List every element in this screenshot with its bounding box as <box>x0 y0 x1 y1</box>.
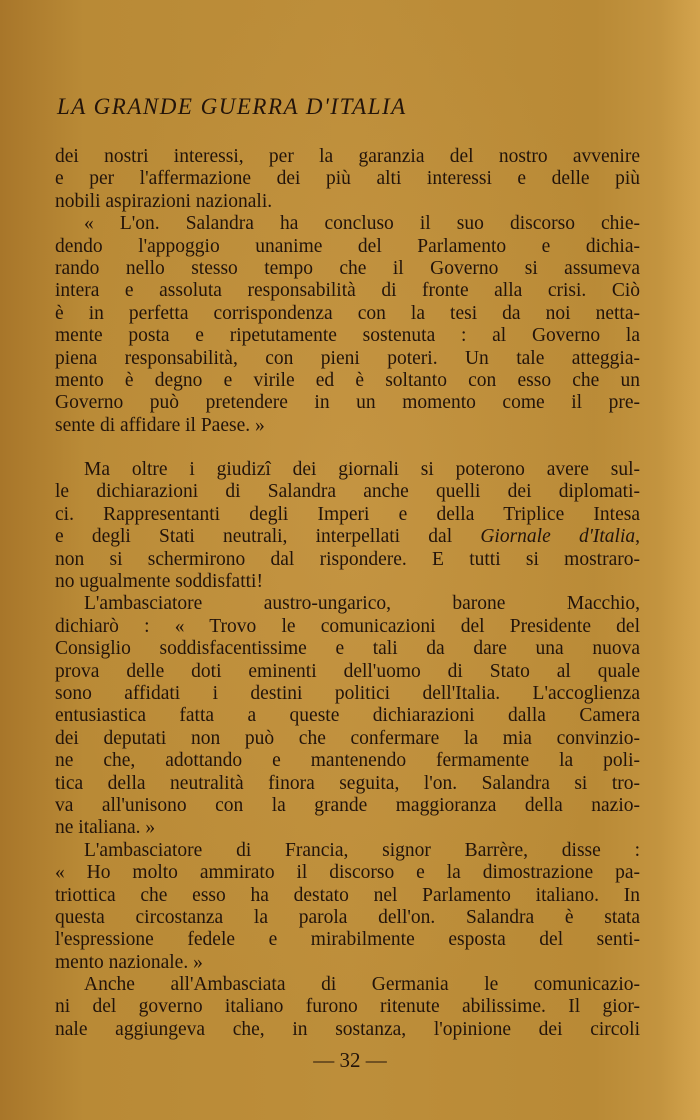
page-edge-shading <box>660 0 700 1120</box>
text-line: sente di affidare il Paese. » <box>55 414 265 436</box>
text-line: sono affidati i destini politici dell'Italia. L'accoglienza <box>55 682 640 704</box>
newspaper-title: Giornale d'Italia <box>480 526 636 548</box>
text-line: piena responsabilità, con pieni poteri. Un tale atteggia- <box>55 347 640 369</box>
body-text <box>55 146 640 1041</box>
text-line: L'ambasciatore di Francia, signor Barrère, disse : <box>84 839 640 861</box>
text-line: Anche all'Ambasciata di Germania le comunicazio- <box>84 974 640 996</box>
text-line: mento nazionale. » <box>55 951 203 973</box>
text-line: ci. Rappresentanti degli Imperi e della Triplice Intesa <box>55 503 640 525</box>
text-line: dendo l'appoggio unanime del Parlamento e dichia- <box>55 235 640 257</box>
text-line: tica della neutralità finora seguita, l'on. Salandra si tro- <box>55 772 640 794</box>
text-line: ne che, adottando e mantenendo fermamente la poli- <box>55 750 640 772</box>
text-line: ne italiana. » <box>55 817 156 839</box>
text-line: le dichiarazioni di Salandra anche quelli dei diplomati- <box>55 481 640 503</box>
text-line: rando nello stesso tempo che il Governo si assumeva <box>55 257 640 279</box>
text-line: questa circostanza la parola dell'on. Salandra è stata <box>55 906 640 928</box>
text-line: dei deputati non può che confermare la mia convinzio- <box>55 727 640 749</box>
text-line: mente posta e ripetutamente sostenuta : al Governo la <box>55 325 640 347</box>
text-line: triottica che esso ha destato nel Parlamento italiano. In <box>55 884 640 906</box>
text-line: « L'on. Salandra ha concluso il suo discorso chie- <box>84 213 640 235</box>
text-line: entusiastica fatta a queste dichiarazioni dalla Camera <box>55 705 640 727</box>
text-line: l'espressione fedele e mirabilmente esposta del senti- <box>55 929 640 951</box>
text-line: L'ambasciatore austro-ungarico, barone Macchio, <box>84 593 640 615</box>
running-title: LA GRANDE GUERRA D'ITALIA <box>57 94 407 119</box>
paragraph-gap <box>55 437 640 459</box>
text-line: prova delle doti eminenti dell'uomo di Stato al quale <box>55 660 640 682</box>
text-line: no ugualmente soddisfatti! <box>55 571 263 593</box>
text-line: dichiarò : « Trovo le comunicazioni del Presidente del <box>55 615 640 637</box>
text-line: « Ho molto ammirato il discorso e la dimostrazione pa- <box>55 862 640 884</box>
text-line: mento è degno e virile ed è soltanto con esso che un <box>55 369 640 391</box>
text-line: Consiglio soddisfacentissime e tali da dare una nuova <box>55 638 640 660</box>
text-line: nale aggiungeva che, in sostanza, l'opinione dei circoli <box>55 1018 640 1040</box>
text-line: Ma oltre i giudizî dei giornali si poterono avere sul- <box>84 459 640 481</box>
text-line: dei nostri interessi, per la garanzia del nostro avvenire <box>55 146 640 167</box>
text-line: nobili aspirazioni nazionali. <box>55 190 273 212</box>
text-line: e per l'affermazione dei più alti interessi e delle più <box>55 168 640 190</box>
text-line: intera e assoluta responsabilità di fronte alla crisi. Ciò <box>55 280 640 302</box>
text-line: Governo può pretendere in un momento come il pre- <box>55 392 640 414</box>
text-line: ni del governo italiano furono ritenute abilissime. Il gior- <box>55 996 640 1018</box>
text-line: non si schermirono dal rispondere. E tutti si mostraro- <box>55 548 640 570</box>
text-line: va all'unisono con la grande maggioranza della nazio- <box>55 794 640 816</box>
text-line: è in perfetta corrispondenza con la tesi da noi netta- <box>55 302 640 324</box>
page-number: — 32 — <box>313 1048 387 1072</box>
text-line: e degli Stati neutrali, interpellati dal Giornale d'Italia, <box>55 526 640 548</box>
